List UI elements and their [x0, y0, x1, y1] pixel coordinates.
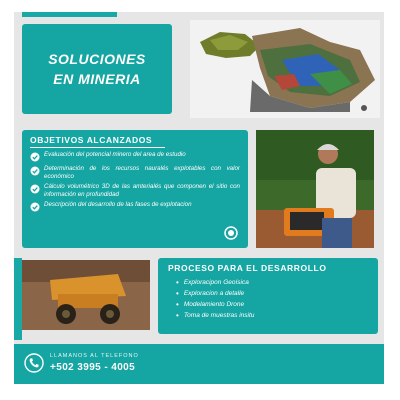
mining-truck-photo — [22, 260, 150, 330]
list-item — [30, 183, 240, 198]
contact-bar — [14, 344, 384, 384]
side-accent-stripe — [14, 258, 22, 340]
objetivos-title: OBJETIVOS ALCANZADOS — [30, 135, 240, 148]
proceso-title: PROCESO PARA EL DESARROLLO — [168, 263, 327, 273]
top-accent-stripe — [22, 12, 117, 17]
proceso-panel — [158, 258, 378, 334]
page-title: SOLUCIONES EN MINERIA — [48, 51, 146, 87]
list-item — [30, 151, 240, 162]
check-circle-icon — [30, 166, 40, 176]
contact-phone-number[interactable]: +502 3995 - 4005 — [50, 362, 136, 373]
check-circle-icon — [30, 152, 40, 162]
worker-with-equipment-photo — [256, 130, 374, 248]
list-item: • Exploracion a detalle — [176, 288, 368, 299]
ring-icon — [224, 226, 238, 240]
objetivo-text: Descripción del desarrollo de las fases de explotacion — [44, 201, 192, 209]
list-item — [30, 201, 240, 212]
proceso-list — [168, 277, 368, 321]
check-circle-icon — [30, 184, 40, 194]
terrain-3d-model-image — [190, 20, 380, 118]
list-item: • Exploracipon Geoísica — [176, 277, 368, 288]
title-box — [22, 24, 172, 114]
check-circle-icon — [30, 202, 40, 212]
list-item: • Modelamiento Drone — [176, 299, 368, 310]
objetivo-text: Determinación de los recursos nauralés explotables con valor económico — [44, 165, 240, 180]
contact-label: LLAMANOS AL TELEFONO — [50, 353, 139, 359]
list-item: • Toma de muestras insitu — [176, 310, 368, 321]
objetivos-panel — [22, 130, 248, 248]
list-item — [30, 165, 240, 180]
objetivo-text: Evaluación del potencial minero del area de estudio — [44, 151, 186, 158]
objetivo-text: Cálculo volumétrico 3D de las amterialés que componen el sitio con información en profundidad — [44, 183, 240, 198]
phone-icon — [24, 353, 44, 373]
